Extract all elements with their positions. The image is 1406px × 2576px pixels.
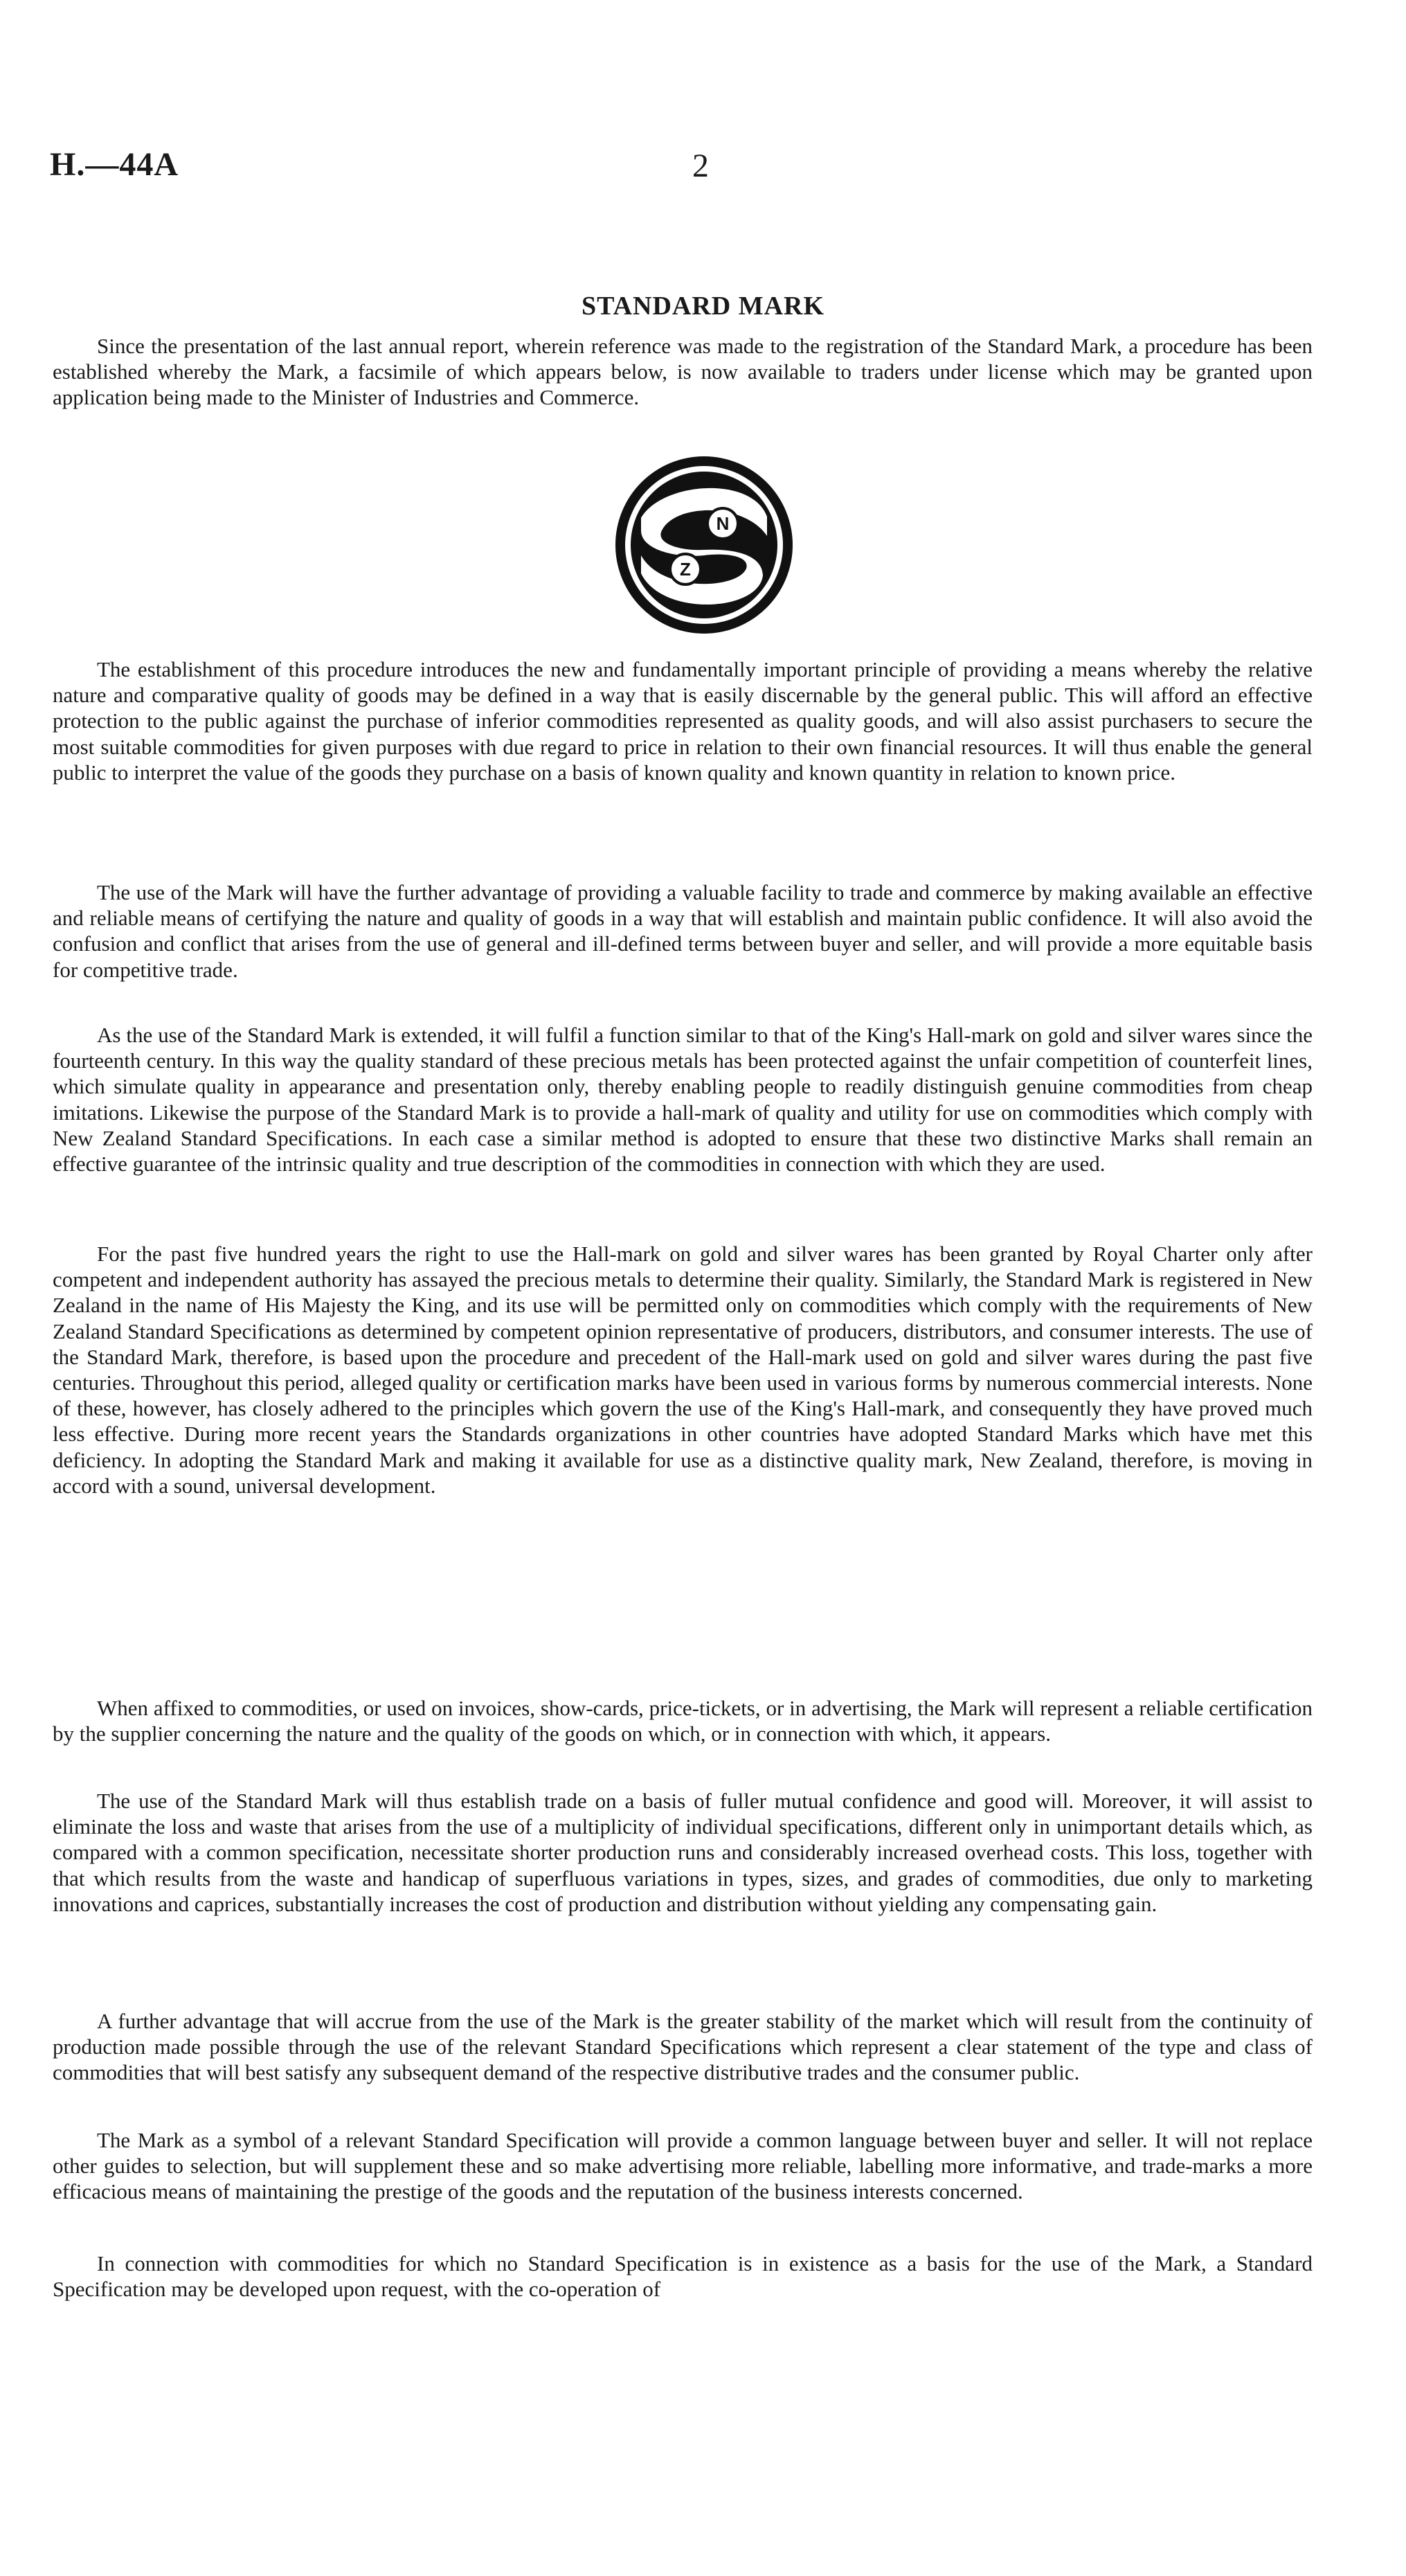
section-title: STANDARD MARK xyxy=(581,292,825,321)
paragraph-3: The use of the Mark will have the further advantage of providing a valuable facility to trade and commerce by making available an effective and reliable means of certifying the nature and quality of goods in a way that will establish and maintain public confidence. It will also avoid the confusion and conflict that arises from the use of general and ill-defined terms between buyer and seller, and will provide a more equitable basis for competitive trade. xyxy=(53,880,1313,982)
page-bottom-margin xyxy=(0,2354,1406,2576)
paragraph-6: When affixed to commodities, or used on invoices, show-cards, price-tickets, or in advertising, the Mark will represent a reliable certification by the supplier concerning the nature and the quality of the goods on which, or in connection with which, it appears. xyxy=(53,1696,1313,1746)
seal-letter-n: N xyxy=(716,513,730,534)
seal-letter-z: Z xyxy=(680,559,691,580)
paragraph-9: The Mark as a symbol of a relevant Standard Specification will provide a common language between buyer and seller. It will not replace other guides to selection, but will supplement these and so make advertising more reliable, labelling more informative, and trade-marks a more efficacious means of maintaining the prestige of the goods and the reputation of the business interests concerned. xyxy=(53,2128,1313,2204)
paragraph-7: The use of the Standard Mark will thus establish trade on a basis of fuller mutual confidence and good will. Moreover, it will assist to eliminate the loss and waste that arises from the use of a multiplicity of individual specifications, different only in unimportant details which, as compared with a common specification, necessitate shorter production runs and considerably increased overhead costs. This loss, together with that which results from the waste and handicap of superfluous variations in types, sizes, and grades of commodities, due only to marketing innovations and caprices, substantially increases the cost of production and distribution without yielding any compensating gain. xyxy=(53,1789,1313,1916)
paragraph-4: As the use of the Standard Mark is extended, it will fulfil a function similar to that of the King's Hall-mark on gold and silver wares since the fourteenth century. In this way the quality standard of these precious metals has been protected against the unfair competition of counterfeit lines, which simulate quality in appearance and presentation only, thereby enabling people to readily distinguish genuine commodities from cheap imitations. Likewise the purpose of the Standard Mark is to provide a hall-mark of quality and utility for use on commodities which comply with New Zealand Standard Specifications. In each case a similar method is adopted to ensure that these two distinctive Marks shall remain an effective guarantee of the intrinsic quality and true description of the commodities in connection with which they are used. xyxy=(53,1023,1313,1177)
standard-mark-seal-icon xyxy=(613,454,795,636)
document-reference: H.—44A xyxy=(50,146,179,183)
paragraph-1: Since the presentation of the last annual report, wherein reference was made to the registration of the Standard Mark, a procedure has been established whereby the Mark, a facsimile of which appears below, is now available to traders under license which may be granted upon application being made to the Minister of Industries and Commerce. xyxy=(53,334,1313,410)
paragraph-10: In connection with commodities for which no Standard Specification is in existence as a basis for the use of the Mark, a Standard Specification may be developed upon request, with the co-operation of xyxy=(53,2251,1313,2302)
paragraph-5: For the past five hundred years the right to use the Hall-mark on gold and silver wares has been granted by Royal Charter only after competent and independent authority has assayed the precious metals to determine their quality. Similarly, the Standard Mark is registered in New Zealand in the name of His Majesty the King, and its use will be permitted only on commodities which comply with the requirements of New Zealand Standard Specifications as determined by competent opinion representative of producers, distributors, and consumer interests. The use of the Standard Mark, therefore, is based upon the procedure and precedent of the Hall-mark used on gold and silver wares during the past five centuries. Throughout this period, alleged quality or certification marks have been used in various forms by numerous commercial interests. None of these, however, has closely adhered to the principles which govern the use of the King's Hall-mark, and consequently they have proved much less effective. During more recent years the Standards organizations in other countries have adopted Standard Marks which have met this deficiency. In adopting the Standard Mark and making it available for use as a distinctive quality mark, New Zealand, therefore, is moving in accord with a sound, universal development. xyxy=(53,1242,1313,1498)
paragraph-8: A further advantage that will accrue from the use of the Mark is the greater stability of the market which will result from the continuity of production made possible through the use of the relevant Standard Specifications which represent a clear statement of the type and class of commodities that will best satisfy any subsequent demand of the respective distributive trades and the consumer public. xyxy=(53,2009,1313,2085)
paragraph-2: The establishment of this procedure introduces the new and fundamentally important principle of providing a means whereby the relative nature and comparative quality of goods may be defined in a way that is easily discernable by the general public. This will afford an effective protection to the public against the purchase of inferior commodities represented as quality goods, and will also assist purchasers to secure the most suitable commodities for given purposes with due regard to price in relation to their own financial resources. It will thus enable the general public to interpret the value of the goods they purchase on a basis of known quality and known quantity in relation to known price. xyxy=(53,657,1313,785)
page-number: 2 xyxy=(692,147,709,184)
